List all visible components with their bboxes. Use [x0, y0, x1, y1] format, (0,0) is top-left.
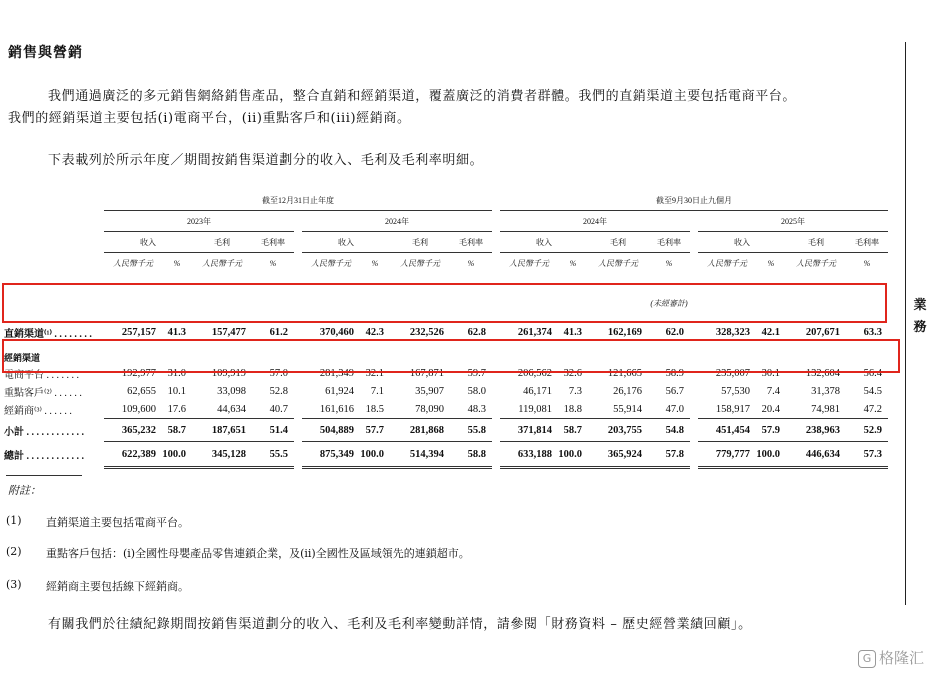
cell-percent: 20.4 [761, 403, 780, 415]
cell-percent: 17.6 [167, 403, 186, 415]
footnote-number: (3) [6, 578, 22, 591]
row-label: 經銷商⁽³⁾ . . . . . . [4, 405, 72, 417]
cell-amount: 232,526 [409, 326, 444, 338]
cell-percent: 31.0 [167, 367, 186, 379]
cell-amount: 162,169 [607, 326, 642, 338]
column-gap [690, 400, 698, 419]
cell-amount: 26,176 [613, 385, 642, 397]
footnote-number: (2) [6, 545, 22, 558]
cell-amount: 206,562 [517, 367, 552, 379]
row-label: 總計 . . . . . . . . . . . . [4, 451, 84, 462]
cell-amount: 187,651 [192, 419, 252, 442]
cell-percent: 7.3 [568, 385, 582, 397]
cell-percent: 100.0 [360, 442, 390, 468]
col-gross-profit: 毛利 [192, 232, 252, 253]
sales-channel-table [4, 190, 888, 469]
column-gap [492, 382, 500, 400]
unit-pct: % [173, 258, 181, 268]
margin-rule [905, 42, 906, 605]
cell-gross-margin: 57.8 [648, 442, 690, 468]
cell-percent: 10.1 [167, 385, 186, 397]
cell-amount: 31,378 [811, 385, 840, 397]
cell-amount: 57,530 [721, 385, 750, 397]
column-gap [294, 442, 302, 468]
col-revenue: 收入 [302, 232, 390, 253]
unit-rmb: 人民幣千元 [598, 258, 638, 268]
unit-rmb: 人民幣千元 [202, 258, 242, 268]
section-heading: 銷售與營銷 [8, 45, 83, 61]
cell-gross-margin: 58.0 [467, 385, 486, 397]
cell-gross-margin: 54.5 [863, 385, 882, 397]
cell-percent: 30.1 [761, 367, 780, 379]
table-row [4, 419, 888, 442]
column-gap [492, 419, 500, 442]
cell-amount: 161,616 [319, 403, 354, 415]
unit-rmb: 人民幣千元 [400, 258, 440, 268]
cell-percent: 42.3 [365, 326, 384, 338]
footnote-number: (1) [6, 514, 22, 527]
column-gap [294, 419, 302, 442]
row-label: 直銷渠道⁽¹⁾ . . . . . . . . [4, 328, 92, 340]
cell-amount: 345,128 [192, 442, 252, 468]
cell-gross-margin: 54.8 [648, 419, 690, 442]
intro-paragraph-line1: 我們通過廣泛的多元銷售網絡銷售產品，整合直銷和經銷渠道，覆蓋廣泛的消費者群體。我們的直銷渠道主要包括電商平台。 [48, 89, 797, 104]
col-gross-profit: 毛利 [786, 232, 846, 253]
table-row [4, 382, 888, 400]
cell-gross-margin: 55.5 [252, 442, 294, 468]
cell-gross-margin: 47.0 [665, 403, 684, 415]
cell-amount: 192,977 [121, 367, 156, 379]
footnote-text: 直銷渠道主要包括電商平台。 [46, 516, 189, 529]
notes-divider [6, 475, 82, 476]
cell-amount: 109,919 [211, 367, 246, 379]
cell-amount: 157,477 [211, 326, 246, 338]
notes-title: 附註： [8, 484, 41, 497]
period-header-ninemonth: 截至9月30日止九個月 [500, 190, 888, 211]
cell-amount: 62,655 [127, 385, 156, 397]
cell-amount: 235,007 [715, 367, 750, 379]
cell-percent: 7.1 [370, 385, 384, 397]
unit-pct: % [569, 258, 577, 268]
column-gap [690, 382, 698, 400]
cell-amount: 78,090 [415, 403, 444, 415]
col-revenue: 收入 [500, 232, 588, 253]
col-revenue: 收入 [698, 232, 786, 253]
cell-percent: 18.8 [563, 403, 582, 415]
cell-amount: 504,889 [302, 419, 360, 442]
intro-paragraph-line2: 我們的經銷渠道主要包括(i)電商平台，(ii)重點客戶和(iii)經銷商。 [8, 111, 411, 126]
footnote-text: 經銷商主要包括線下經銷商。 [46, 580, 189, 593]
cell-amount: 109,600 [121, 403, 156, 415]
period-header-annual: 截至12月31日止年度 [104, 190, 492, 211]
cell-amount: 132,604 [805, 367, 840, 379]
row-label: 小計 . . . . . . . . . . . . [4, 426, 84, 438]
cell-percent: 100.0 [756, 442, 786, 468]
cell-amount: 514,394 [390, 442, 450, 468]
cell-percent: 58.7 [558, 419, 588, 442]
footnote-text: 重點客戶包括：(i)全國性母嬰產品零售連鎖企業，及(ii)全國性及區域領先的連鎖超市。 [46, 547, 470, 560]
cell-percent: 100.0 [558, 442, 588, 468]
cell-gross-margin: 52.9 [846, 419, 888, 442]
cell-gross-margin: 51.4 [252, 419, 294, 442]
unit-pct: % [371, 258, 379, 268]
cell-amount: 55,914 [613, 403, 642, 415]
cell-percent: 41.3 [167, 326, 186, 338]
cell-amount: 121,665 [607, 367, 642, 379]
cell-gross-margin: 62.0 [665, 326, 684, 338]
cell-amount: 875,349 [302, 442, 360, 468]
cell-amount: 328,323 [715, 326, 750, 338]
cell-amount: 281,868 [390, 419, 450, 442]
cell-amount: 33,098 [217, 385, 246, 397]
cell-amount: 44,634 [217, 403, 246, 415]
cell-gross-margin: 58.8 [450, 442, 492, 468]
col-gross-margin: 毛利率 [648, 232, 690, 253]
year-header: 2024年 [302, 211, 492, 232]
cell-amount: 370,460 [319, 326, 354, 338]
cell-gross-margin: 63.3 [863, 326, 882, 338]
cell-percent: 57.9 [756, 419, 786, 442]
watermark [858, 647, 924, 668]
cell-amount: 281,349 [319, 367, 354, 379]
col-gross-margin: 毛利率 [252, 232, 294, 253]
unit-pct: % [467, 258, 475, 268]
col-revenue: 收入 [104, 232, 192, 253]
cell-percent: 57.7 [360, 419, 390, 442]
cell-gross-margin: 57.3 [846, 442, 888, 468]
cell-gross-margin: 55.8 [450, 419, 492, 442]
cell-gross-margin: 62.8 [467, 326, 486, 338]
column-gap [294, 400, 302, 419]
cell-gross-margin: 47.2 [863, 403, 882, 415]
cell-percent: 32.6 [563, 367, 582, 379]
cell-gross-margin: 61.2 [269, 326, 288, 338]
cell-gross-margin: 40.7 [269, 403, 288, 415]
cell-amount: 633,188 [500, 442, 558, 468]
cell-percent: 32.1 [365, 367, 384, 379]
cell-amount: 261,374 [517, 326, 552, 338]
cell-gross-margin: 48.3 [467, 403, 486, 415]
cell-amount: 451,454 [698, 419, 756, 442]
cell-amount: 74,981 [811, 403, 840, 415]
watermark-logo-icon: G [858, 650, 876, 668]
cell-amount: 238,963 [786, 419, 846, 442]
cell-amount: 61,924 [325, 385, 354, 397]
cell-percent: 18.5 [365, 403, 384, 415]
cell-amount: 167,871 [409, 367, 444, 379]
cell-amount: 257,157 [121, 326, 156, 338]
closing-paragraph: 有關我們於往績紀錄期間按銷售渠道劃分的收入、毛利及毛利率變動詳情，請參閱「財務資料 – 歷史經營業績回顧」。 [48, 617, 752, 632]
cell-amount: 365,924 [588, 442, 648, 468]
table-row [4, 442, 888, 468]
cell-amount: 446,634 [786, 442, 846, 468]
cell-amount: 203,755 [588, 419, 648, 442]
cell-amount: 35,907 [415, 385, 444, 397]
cell-gross-margin: 58.9 [665, 367, 684, 379]
column-gap [492, 400, 500, 419]
cell-percent: 42.1 [761, 326, 780, 338]
unit-pct: % [863, 258, 871, 268]
cell-amount: 371,814 [500, 419, 558, 442]
column-gap [294, 382, 302, 400]
highlight-box-direct [2, 283, 887, 323]
cell-gross-margin: 56.4 [863, 367, 882, 379]
cell-percent: 41.3 [563, 326, 582, 338]
unit-rmb: 人民幣千元 [509, 258, 549, 268]
year-header: 2023年 [104, 211, 294, 232]
year-header: 2024年 [500, 211, 690, 232]
row-label: 重點客戶⁽²⁾ . . . . . . [4, 387, 82, 399]
col-gross-profit: 毛利 [588, 232, 648, 253]
column-gap [492, 442, 500, 468]
highlight-box-ecommerce [2, 339, 900, 373]
table-intro-paragraph: 下表載列於所示年度／期間按銷售渠道劃分的收入、毛利及毛利率明細。 [48, 153, 484, 168]
col-gross-margin: 毛利率 [846, 232, 888, 253]
year-header: 2025年 [698, 211, 888, 232]
row-label: 經銷渠道 [4, 353, 41, 363]
table-row [4, 400, 888, 419]
col-gross-margin: 毛利率 [450, 232, 492, 253]
unit-pct: % [665, 258, 673, 268]
cell-percent: 7.4 [766, 385, 780, 397]
cell-gross-margin: 56.7 [665, 385, 684, 397]
column-gap [690, 442, 698, 468]
cell-amount: 622,389 [104, 442, 162, 468]
side-section-label: 業務 [913, 298, 927, 335]
unit-rmb: 人民幣千元 [113, 258, 153, 268]
col-gross-profit: 毛利 [390, 232, 450, 253]
cell-percent: 58.7 [162, 419, 192, 442]
column-gap [690, 419, 698, 442]
unaudited-note: (未經審計) [650, 298, 688, 308]
cell-amount: 46,171 [523, 385, 552, 397]
cell-amount: 779,777 [698, 442, 756, 468]
cell-percent: 100.0 [162, 442, 192, 468]
unit-pct: % [767, 258, 775, 268]
cell-gross-margin: 57.0 [269, 367, 288, 379]
cell-gross-margin: 52.8 [269, 385, 288, 397]
unit-rmb: 人民幣千元 [311, 258, 351, 268]
cell-amount: 158,917 [715, 403, 750, 415]
cell-amount: 207,671 [805, 326, 840, 338]
unit-rmb: 人民幣千元 [707, 258, 747, 268]
row-label: 電商平台 . . . . . . . [4, 369, 79, 381]
cell-amount: 119,081 [518, 403, 552, 415]
unit-pct: % [269, 258, 277, 268]
cell-amount: 365,232 [104, 419, 162, 442]
unit-rmb: 人民幣千元 [796, 258, 836, 268]
watermark-text: 格隆汇 [879, 649, 925, 667]
cell-gross-margin: 59.7 [467, 367, 486, 379]
